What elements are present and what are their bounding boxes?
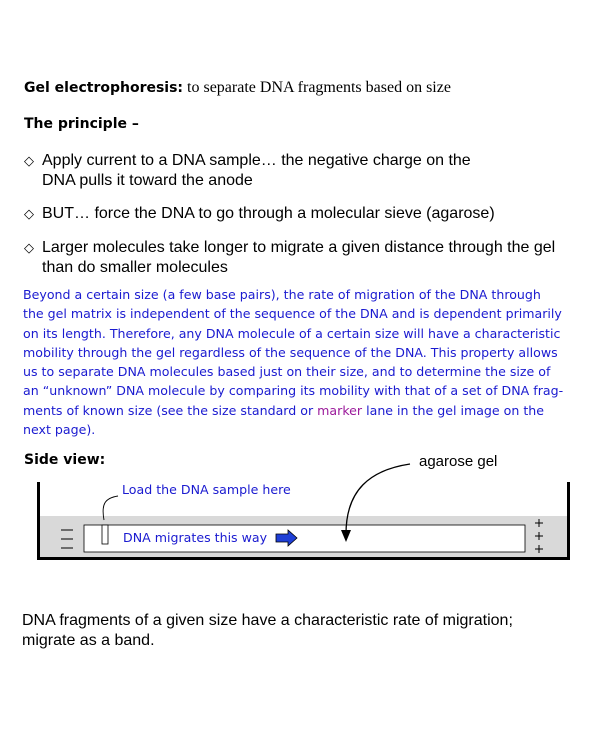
- diamond-icon: ◇: [24, 206, 34, 221]
- conclusion-line1: DNA fragments of a given size have a characteristic rate of migration;: [22, 612, 513, 629]
- bullet-1: [24, 151, 471, 191]
- title-bold: Gel electrophoresis:: [24, 80, 184, 96]
- explanation-line: the gel matrix is independent of the sequence of the DNA and is dependent primarily: [23, 306, 562, 322]
- side-view-heading: Side view:: [24, 452, 106, 468]
- conclusion-line2: migrate as a band.: [22, 632, 155, 649]
- sample-well: [102, 525, 108, 544]
- explanation-line: on its length. Therefore, any DNA molecule of a certain size will have a characteristic: [23, 325, 561, 341]
- bullet-3: [24, 238, 555, 278]
- marker-word: marker: [317, 402, 363, 418]
- title-rest: to separate DNA fragments based on size: [183, 79, 451, 96]
- explanation-line: mobility through the gel regardless of the sequence of the DNA. This property allows: [23, 344, 558, 360]
- explanation-paragraph: [23, 285, 563, 439]
- explanation-line: an “unknown” DNA molecule by comparing its mobility with that of a set of DNA frag-: [23, 383, 564, 399]
- bullet-2-line1: BUT… force the DNA to go through a molecular sieve (agarose): [42, 205, 495, 222]
- principle-heading: The principle –: [24, 116, 139, 132]
- page-title: [24, 77, 451, 97]
- explanation-line: us to separate DNA molecules based just on their size, and to determine the size of: [23, 364, 551, 380]
- bullet-1-line1: Apply current to a DNA sample… the negative charge on the: [42, 152, 471, 169]
- agarose-gel-label: agarose gel: [419, 453, 498, 470]
- bullet-3-line2: than do smaller molecules: [42, 259, 228, 276]
- load-sample-label: Load the DNA sample here: [122, 482, 291, 497]
- explanation-line: ments of known size (see the size standard or marker lane in the gel image on the: [23, 402, 545, 418]
- bullet-3-line1: Larger molecules take longer to migrate a given distance through the gel: [42, 239, 556, 256]
- bullet-2: [24, 204, 495, 224]
- conclusion-text: [22, 611, 513, 651]
- explanation-line: next page).: [23, 422, 96, 438]
- migration-label: DNA migrates this way: [123, 530, 268, 545]
- explanation-line: Beyond a certain size (a few base pairs), the rate of migration of the DNA through: [23, 287, 541, 302]
- diamond-icon: ◇: [24, 153, 34, 168]
- gel-side-view-diagram: [0, 450, 594, 570]
- bullet-1-line2: DNA pulls it toward the anode: [42, 172, 253, 189]
- diamond-icon: ◇: [24, 240, 34, 255]
